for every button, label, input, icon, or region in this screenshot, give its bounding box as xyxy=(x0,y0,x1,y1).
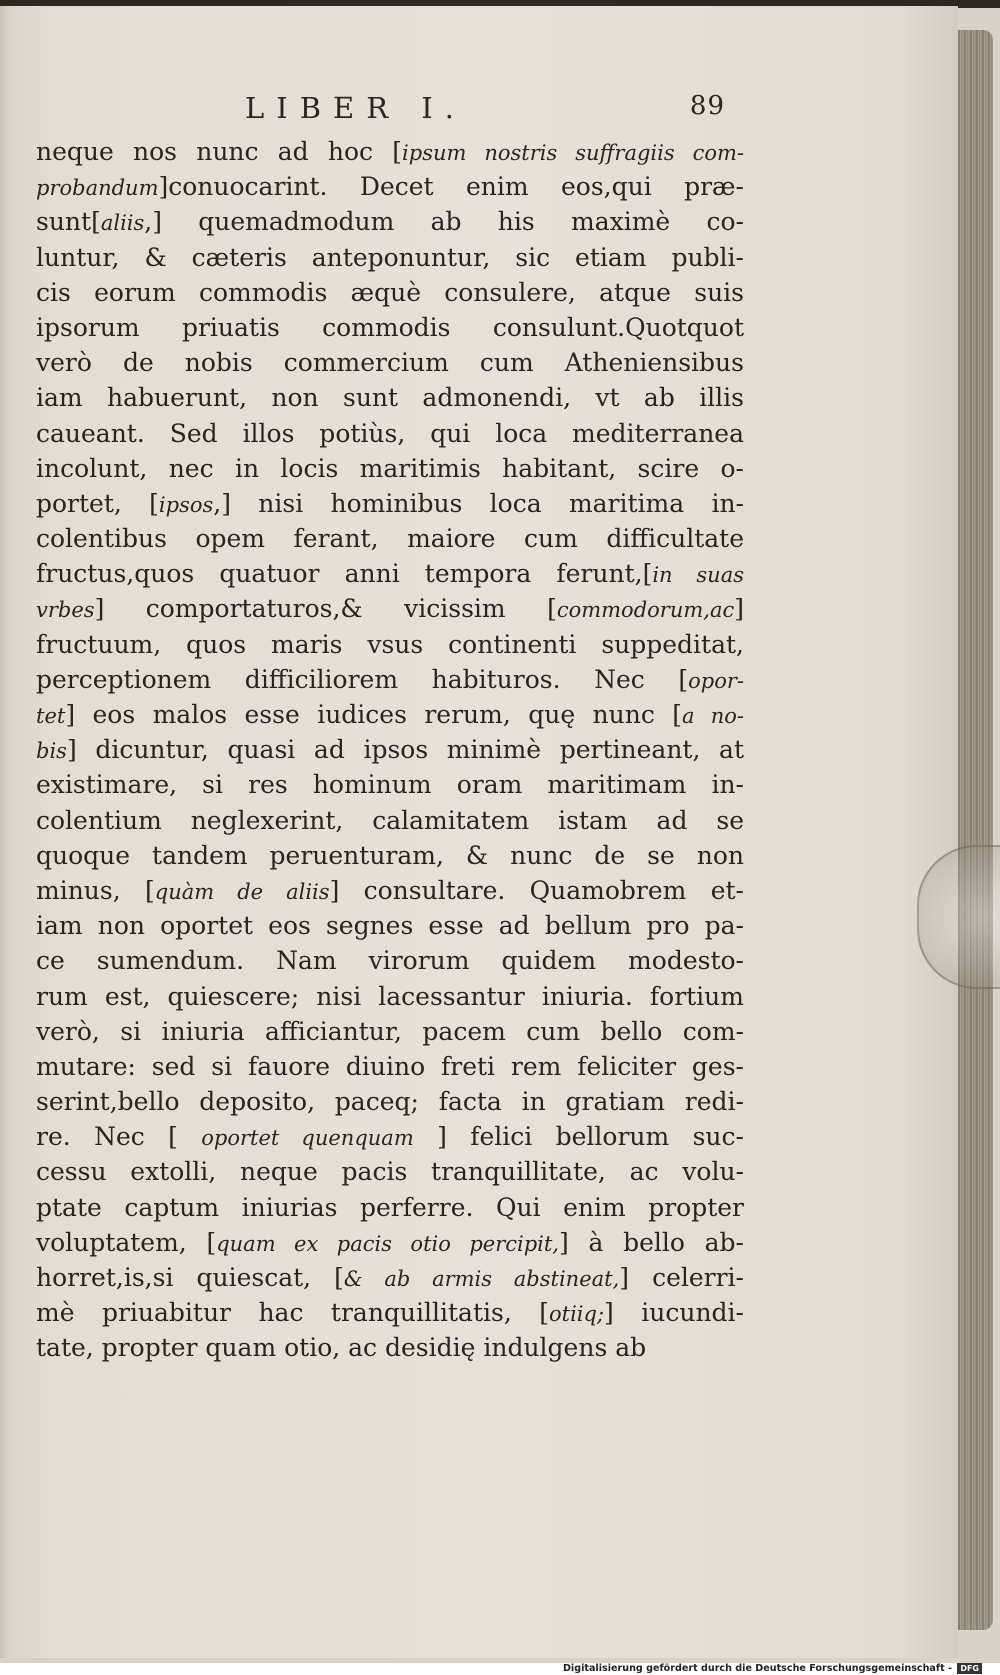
text-segment: ,] nisi hominibus loca maritima in- xyxy=(213,488,744,518)
text-segment: verò, si iniuria afficiantur, pacem cum bello com- xyxy=(36,1016,744,1046)
text-segment: ] comportaturos,& vicissim [ xyxy=(94,594,557,624)
italic-gloss: quam ex pacis otio percipit, xyxy=(216,1231,559,1256)
text-segment: quoque tandem peruenturam, & nunc de se non xyxy=(36,840,744,870)
text-line xyxy=(36,1154,744,1189)
text-segment: cis eorum commodis æquè consulere, atque suis xyxy=(36,277,744,307)
text-segment: rum est, quiescere; nisi lacessantur iniuria. fortium xyxy=(36,981,744,1011)
text-segment: ] dicuntur, quasi ad ipsos minimè pertineant, at xyxy=(66,735,744,765)
text-segment: colentibus opem ferant, maiore cum difficultate xyxy=(36,524,744,554)
text-line xyxy=(36,1225,744,1260)
italic-gloss: quàm de aliis xyxy=(154,879,330,904)
text-segment: verò de nobis commercium cum Atheniensibus xyxy=(36,348,744,378)
dfg-logo: DFG xyxy=(957,1663,982,1674)
text-segment: ce sumendum. Nam virorum quidem modesto- xyxy=(36,946,744,976)
text-segment: cessu extolli, neque pacis tranquillitate, ac volu- xyxy=(36,1157,744,1187)
text-line xyxy=(36,521,744,556)
text-segment: ipsorum priuatis commodis consulunt.Quotquot xyxy=(36,312,744,342)
text-segment: mutare: sed si fauore diuino freti rem feliciter ges- xyxy=(36,1051,744,1081)
text-segment: incolunt, nec in locis maritimis habitant, scire o- xyxy=(36,453,744,483)
text-line xyxy=(36,486,744,521)
text-line xyxy=(36,627,744,662)
text-line xyxy=(36,451,744,486)
italic-gloss: commodorum,ac xyxy=(556,598,735,623)
text-segment: ] à bello ab- xyxy=(558,1227,744,1257)
funding-credit xyxy=(563,1663,982,1675)
text-segment: iam habuerunt, non sunt admonendi, vt ab illis xyxy=(36,383,744,413)
text-line xyxy=(36,1119,744,1154)
text-segment: perceptionem difficiliorem habituros. Nec [ xyxy=(36,664,689,694)
text-line xyxy=(36,345,744,380)
text-segment: fructus,quos quatuor anni tempora ferunt,[ xyxy=(36,559,653,589)
text-segment: ] celerri- xyxy=(619,1263,744,1292)
italic-gloss: in suas xyxy=(652,563,745,588)
text-line xyxy=(36,662,744,697)
page-number: 89 xyxy=(689,91,725,121)
text-segment: ]conuocarint. Decet enim eos,qui præ- xyxy=(158,172,744,202)
text-line xyxy=(36,1330,744,1365)
credit-text: Digitalisierung gefördert durch die Deutsche Forschungsgemeinschaft - xyxy=(562,1663,952,1674)
text-segment: mè priuabitur hac tranquillitatis, [ xyxy=(36,1298,549,1328)
text-segment: sunt[ xyxy=(36,207,101,237)
italic-gloss: bis xyxy=(36,739,67,764)
text-line xyxy=(36,1260,744,1295)
italic-gloss: aliis xyxy=(100,211,145,236)
text-segment: tate, propter quam otio, ac desidię indulgens ab xyxy=(36,1333,647,1363)
text-segment: ] felici bellorum suc- xyxy=(413,1122,744,1152)
text-segment: ] eos malos esse iudices rerum, quę nunc [ xyxy=(65,700,683,729)
italic-gloss: tet xyxy=(36,704,66,728)
italic-gloss: oportet quenquam xyxy=(201,1126,414,1151)
text-line xyxy=(36,591,744,626)
text-segment: caueant. Sed illos potiùs, qui loca mediterranea xyxy=(36,418,744,448)
text-line xyxy=(36,204,744,239)
italic-gloss: otiiq; xyxy=(549,1302,605,1327)
italic-gloss: & ab armis abstineat, xyxy=(343,1267,620,1291)
text-line xyxy=(36,1049,744,1084)
text-segment: ] consultare. Quamobrem et- xyxy=(329,875,744,905)
italic-gloss: vrbes xyxy=(36,598,95,623)
text-line xyxy=(36,134,744,169)
text-segment: portet, [ xyxy=(36,488,159,518)
text-segment: minus, [ xyxy=(36,875,155,905)
italic-gloss: probandum xyxy=(36,176,159,201)
text-line xyxy=(36,943,744,978)
text-segment: ] xyxy=(734,594,744,624)
book-page xyxy=(0,6,958,1658)
text-line xyxy=(36,1190,744,1225)
text-segment: iam non oportet eos segnes esse ad bellum pro pa- xyxy=(36,911,744,941)
italic-gloss: ipsum nostris suffragiis com- xyxy=(402,141,744,165)
text-line xyxy=(36,416,744,451)
text-segment: colentium neglexerint, calamitatem istam ad se xyxy=(36,805,744,835)
italic-gloss: opor- xyxy=(688,668,744,693)
text-segment: serint,bello deposito, paceq; facta in gratiam redi- xyxy=(36,1087,744,1117)
text-line xyxy=(36,310,744,345)
text-line xyxy=(36,1295,744,1330)
book-page-edges xyxy=(955,30,993,1630)
text-line xyxy=(36,767,744,802)
text-line xyxy=(36,275,744,310)
text-segment: neque nos nunc ad hoc [ xyxy=(36,137,403,166)
text-line xyxy=(36,380,744,415)
text-line xyxy=(36,1084,744,1119)
text-line xyxy=(36,697,744,732)
text-line xyxy=(36,908,744,943)
text-line xyxy=(36,838,744,873)
text-line xyxy=(36,169,744,204)
text-line xyxy=(36,1014,744,1049)
text-segment: ptate captum iniurias perferre. Qui enim propter xyxy=(36,1192,744,1222)
text-segment: luntur, & cæteris anteponuntur, sic etiam publi- xyxy=(36,242,744,272)
text-line xyxy=(36,873,744,908)
text-line xyxy=(36,803,744,838)
text-line xyxy=(36,240,744,275)
text-line xyxy=(36,556,744,591)
text-segment: horret,is,si quiescat, [ xyxy=(36,1263,344,1292)
text-segment: fructuum, quos maris vsus continenti suppeditat, xyxy=(36,629,744,659)
text-segment: ] iucundi- xyxy=(604,1298,744,1328)
text-line xyxy=(36,979,744,1014)
text-line xyxy=(36,732,744,767)
running-head: LIBER I. xyxy=(245,91,466,125)
italic-gloss: a no- xyxy=(682,704,744,728)
text-segment: ,] quemadmodum ab his maximè co- xyxy=(144,207,744,237)
body-text xyxy=(36,134,744,1366)
text-segment: existimare, si res hominum oram maritimam in- xyxy=(36,770,744,800)
page-header xyxy=(245,91,725,131)
text-segment: re. Nec [ xyxy=(36,1122,202,1152)
italic-gloss: ipsos xyxy=(158,492,214,517)
text-segment: voluptatem, [ xyxy=(36,1227,217,1257)
